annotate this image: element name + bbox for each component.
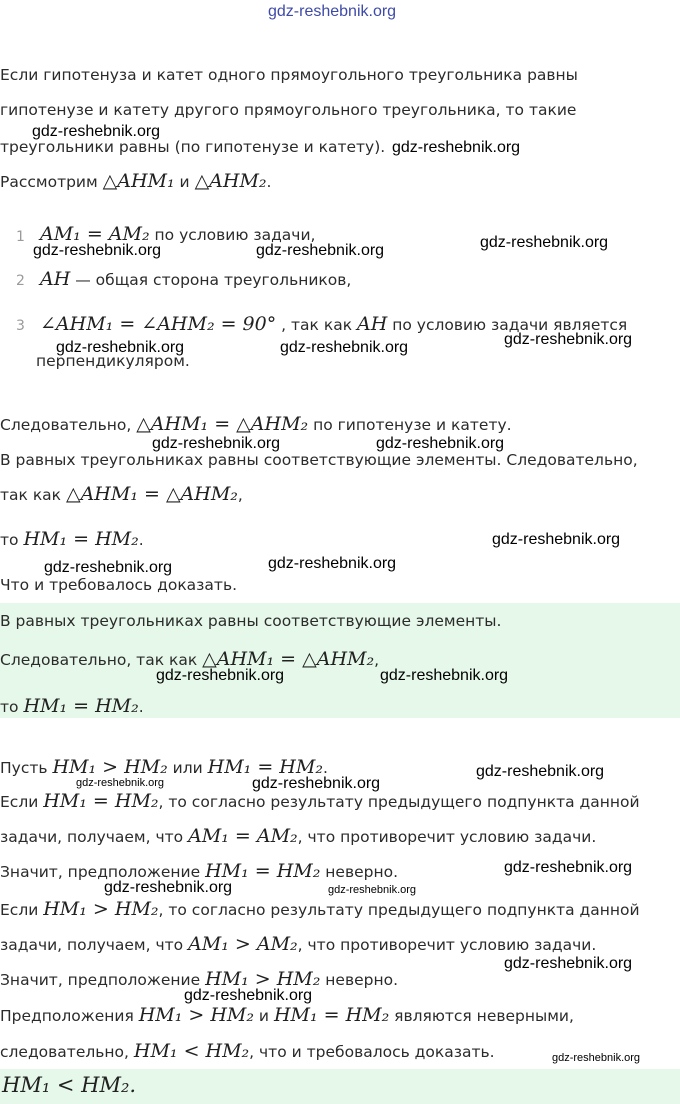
text: Значит, предположение <box>0 971 206 989</box>
watermark: gdz-reshebnik.org <box>380 667 509 684</box>
text: то <box>0 531 24 549</box>
theorem-line-3: треугольники равны (по гипотенузе и катету). <box>0 138 386 156</box>
text: Пусть <box>0 759 53 777</box>
watermark: gdz-reshebnik.org <box>44 559 173 576</box>
math-triangle-2: △AHM₂ <box>194 170 267 192</box>
math: △AHM₁ = △AHM₂ <box>65 483 238 505</box>
math: HM₁ > HM₂ <box>138 1004 254 1026</box>
watermark: gdz-reshebnik.org <box>156 667 285 684</box>
watermark: gdz-reshebnik.org <box>32 123 161 140</box>
math: AH <box>40 268 71 290</box>
watermark: gdz-reshebnik.org <box>56 339 185 356</box>
text: по условию задачи, <box>149 226 316 244</box>
theorem-line-1: Если гипотенуза и катет одного прямоугольного треугольника равны <box>0 66 578 84</box>
math-triangle-1: △AHM₁ <box>102 170 175 192</box>
text: или <box>167 759 208 777</box>
part2-line-3 <box>0 825 596 847</box>
list-number-3: 3 <box>16 318 25 334</box>
math: ∠AHM₁ = ∠AHM₂ = 90° <box>40 313 277 335</box>
theorem-line-2: гипотенузе и катету другого прямоугольного треугольника, то такие <box>0 101 577 119</box>
text: неверно. <box>320 863 399 881</box>
watermark: gdz-reshebnik.org <box>552 1052 641 1064</box>
conclusion-line-1 <box>0 413 512 435</box>
list-number-2: 2 <box>16 273 25 289</box>
text: следовательно, <box>0 1043 134 1061</box>
list-item-2 <box>40 268 351 290</box>
part2-line-2 <box>0 790 640 812</box>
text: Следовательно, так как <box>0 651 203 669</box>
watermark: gdz-reshebnik.org <box>256 242 385 259</box>
text: , <box>374 651 380 669</box>
math: AM₁ = AM₂ <box>188 825 298 847</box>
text: неверно. <box>320 971 399 989</box>
math: △AHM₁ = △AHM₂ <box>136 413 309 435</box>
math: HM₁ = HM₂ <box>273 1004 390 1026</box>
watermark: gdz-reshebnik.org <box>33 242 162 259</box>
math: HM₁ > HM₂ <box>52 756 168 778</box>
watermark: gdz-reshebnik.org <box>376 435 505 452</box>
text: Предположения <box>0 1007 139 1025</box>
list-item-3-cont: перпендикуляром. <box>36 352 190 370</box>
math: HM₁ = HM₂ <box>207 756 323 778</box>
watermark: gdz-reshebnik.org <box>268 555 397 572</box>
text: , то согласно результату предыдущего подпункта данной <box>158 901 640 919</box>
part2-line-6 <box>0 933 596 955</box>
text: — общая сторона треугольников, <box>70 271 352 289</box>
watermark: gdz-reshebnik.org <box>504 955 633 972</box>
watermark: gdz-reshebnik.org <box>76 777 165 789</box>
text: , что и требовалось доказать. <box>249 1043 495 1061</box>
math: HM₁ > HM₂ <box>43 898 159 920</box>
text: . <box>322 759 328 777</box>
math: △AHM₁ = △AHM₂ <box>202 648 375 670</box>
watermark: gdz-reshebnik.org <box>476 763 605 780</box>
watermark: gdz-reshebnik.org <box>104 879 233 896</box>
text: являются неверными, <box>389 1007 574 1025</box>
math: AM₁ = AM₂ <box>40 223 150 245</box>
text: , <box>237 486 243 504</box>
conclusion-line-4 <box>0 528 144 550</box>
conclusion-line-5: Что и требовалось доказать. <box>0 576 238 594</box>
watermark: gdz-reshebnik.org <box>492 531 621 548</box>
answer1-line-1: В равных треугольниках равны соответствующие элементы. <box>0 612 502 630</box>
watermark: gdz-reshebnik.org <box>184 987 313 1004</box>
math: HM₁ = HM₂ <box>43 790 159 812</box>
watermark: gdz-reshebnik.org <box>504 859 633 876</box>
text: задачи, получаем, что <box>0 936 189 954</box>
text: Если <box>0 901 44 919</box>
text: . <box>138 698 144 716</box>
math: AH <box>357 313 388 335</box>
watermark: gdz-reshebnik.org <box>392 139 521 156</box>
text: , так как <box>276 316 357 334</box>
consider-line <box>0 170 271 192</box>
math: HM₁ < HM₂ <box>133 1040 250 1062</box>
text: . <box>138 531 144 549</box>
text: так как <box>0 486 66 504</box>
answer2-line <box>2 1073 136 1097</box>
text: , что противоречит условию задачи. <box>297 828 597 846</box>
text: . <box>129 1073 137 1097</box>
text: по условию задачи является <box>387 316 628 334</box>
text: , что противоречит условию задачи. <box>297 936 597 954</box>
text: Рассмотрим <box>0 173 103 191</box>
math: HM₁ < HM₂ <box>2 1073 130 1097</box>
watermark: gdz-reshebnik.org <box>504 331 633 348</box>
text: . <box>266 173 272 191</box>
part2-line-8 <box>0 1004 574 1026</box>
watermark: gdz-reshebnik.org <box>280 339 409 356</box>
watermark-top: gdz-reshebnik.org <box>268 3 397 20</box>
conclusion-line-3 <box>0 483 243 505</box>
text: Если <box>0 793 44 811</box>
math: HM₁ > HM₂ <box>205 968 321 990</box>
list-number-1: 1 <box>16 229 25 245</box>
text: Следовательно, <box>0 416 137 434</box>
part2-line-5 <box>0 898 640 920</box>
watermark: gdz-reshebnik.org <box>252 775 381 792</box>
math: AM₁ > AM₂ <box>188 933 298 955</box>
text: по гипотенузе и катету. <box>308 416 512 434</box>
text: и <box>174 173 195 191</box>
math: HM₁ = HM₂ <box>23 528 139 550</box>
text: задачи, получаем, что <box>0 828 189 846</box>
watermark: gdz-reshebnik.org <box>328 884 417 896</box>
conclusion-line-2: В равных треугольниках равны соответствующие элементы. Следовательно, <box>0 451 638 469</box>
text: то <box>0 698 24 716</box>
text: Значит, предположение <box>0 863 206 881</box>
part2-line-9 <box>0 1040 495 1062</box>
answer1-line-3 <box>0 695 144 717</box>
watermark: gdz-reshebnik.org <box>152 435 281 452</box>
math: HM₁ = HM₂ <box>23 695 139 717</box>
text: , то согласно результату предыдущего подпункта данной <box>158 793 640 811</box>
math: HM₁ = HM₂ <box>205 860 321 882</box>
text: и <box>254 1007 274 1025</box>
watermark: gdz-reshebnik.org <box>480 234 609 251</box>
